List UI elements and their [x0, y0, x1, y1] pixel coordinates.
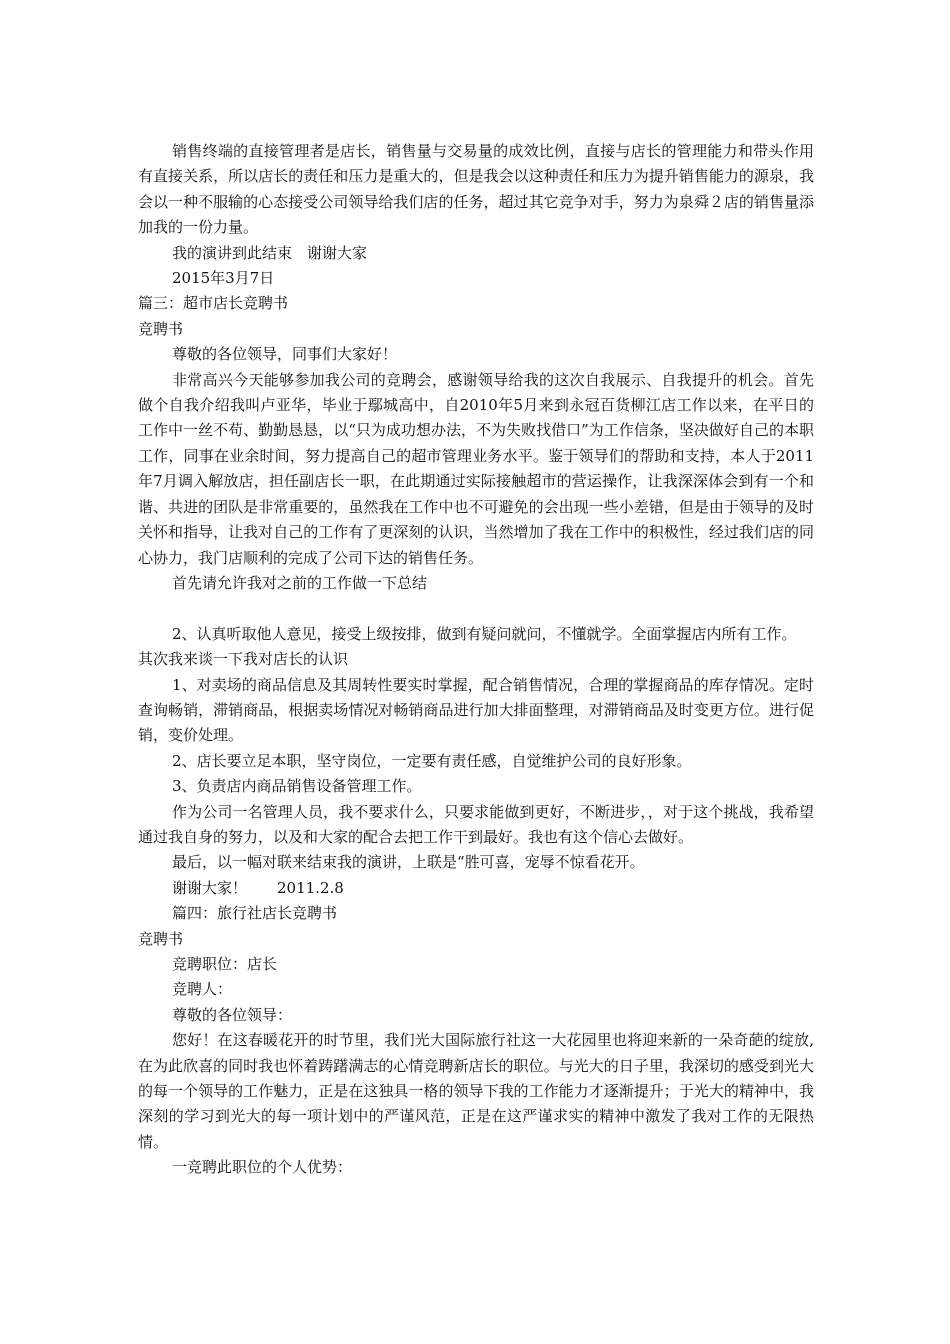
closing-line: 谢谢大家！ 2011.2.8	[172, 878, 344, 897]
position-line: 竞聘职位：店长	[172, 954, 278, 973]
paragraph: 首先请允许我对之前的工作做一下总结	[172, 573, 428, 592]
blank-line	[138, 596, 814, 621]
paragraph: 最后，以一幅对联来结束我的演讲，上联是“胜可喜，宠辱不惊看花开。	[172, 853, 645, 872]
paragraph: 销售终端的直接管理者是店长，销售量与交易量的成效比例，直接与店长的管理能力和带头作用有直接关系，所以店长的责任和压力是重大的，但是我会以这种责任和压力为提升销售能力的源泉，我会以一种不服输的心态接受公司领导给我们店的任务，超过其它竞争对手，努力为泉舜２店的销售量添加我的一份力量。	[138, 142, 814, 237]
paragraph: 其次我来谈一下我对店长的认识	[138, 650, 349, 669]
applicant-line: 竞聘人：	[172, 980, 233, 999]
list-item: 2、店长要立足本职，坚守岗位，一定要有责任感，自觉维护公司的良好形象。	[172, 751, 692, 770]
document-title: 竞聘书	[138, 319, 184, 338]
list-item: 2、认真听取他人意见，接受上级按排，做到有疑问就问，不懂就学。全面掌握店内所有工作。	[172, 624, 797, 643]
document-title: 竞聘书	[138, 929, 184, 948]
date-line: 2015年3月7日	[172, 269, 275, 288]
salutation: 尊敬的各位领导，同事们大家好！	[172, 345, 398, 364]
paragraph: 非常高兴今天能够参加我公司的竞聘会，感谢领导给我的这次自我展示、自我提升的机会。首先做个自我介绍我叫卢亚华，毕业于鄢城高中，自2010年5月来到永冠百货柳江店工作以来，在平日的工作中一丝不苟、勤勤恳恳，以“只为成功想办法，不为失败找借口”为工作信条，坚决做好自己的本职工作，同事在业余时间，努力提高自己的超市管理业务水平。鉴于领导们的帮助和支持，本人于2011年7月调入解放店，担任副店长一职，在此期通过实际接触超市的营运操作，让我深深体会到有一个和谐、共进的团队是非常重要的，虽然我在工作中也不可避免的会出现一些小差错，但是由于领导的及时关怀和指导，让我对自己的工作有了更深刻的认识，当然增加了我在工作中的积极性，经过我们店的同心协力，我门店顺利的完成了公司下达的销售任务。	[138, 370, 814, 567]
paragraph: 一竞聘此职位的个人优势：	[172, 1158, 353, 1177]
document-body	[138, 139, 814, 1181]
paragraph: 作为公司一名管理人员，我不要求什么，只要求能做到更好，不断进步，，对于这个挑战，我希望通过我自身的努力，以及和大家的配合去把工作干到最好。我也有这个信心去做好。	[138, 802, 814, 846]
section-heading: 篇四：旅行社店长竞聘书	[172, 904, 338, 923]
paragraph: 我的演讲到此结束 谢谢大家	[172, 243, 368, 262]
section-heading: 篇三：超市店长竞聘书	[138, 294, 289, 313]
list-item: 3、负责店内商品销售设备管理工作。	[172, 777, 422, 796]
paragraph: 您好！在这春暖花开的时节里，我们光大国际旅行社这一大花园里也将迎来新的一朵奇葩的绽放,在为此欣喜的同时我也怀着踌躇满志的心情竞聘新店长的职位。与光大的日子里，我深切的感受到光大的每一个领导的工作魅力，正是在这独具一格的领导下我的工作能力才逐渐提升；于光大的精神中，我深刻的学习到光大的每一项计划中的严谨风范，正是在这严谨求实的精神中激发了我对工作的无限热情。	[138, 1031, 814, 1151]
list-item: 1、对卖场的商品信息及其周转性要实时掌握，配合销售情况，合理的掌握商品的库存情况。定时查询畅销，滞销商品，根据卖场情况对畅销商品进行加大排面整理，对滞销商品及时变更方位。进行促销，变价处理。	[138, 675, 814, 745]
salutation: 尊敬的各位领导：	[172, 1005, 293, 1024]
